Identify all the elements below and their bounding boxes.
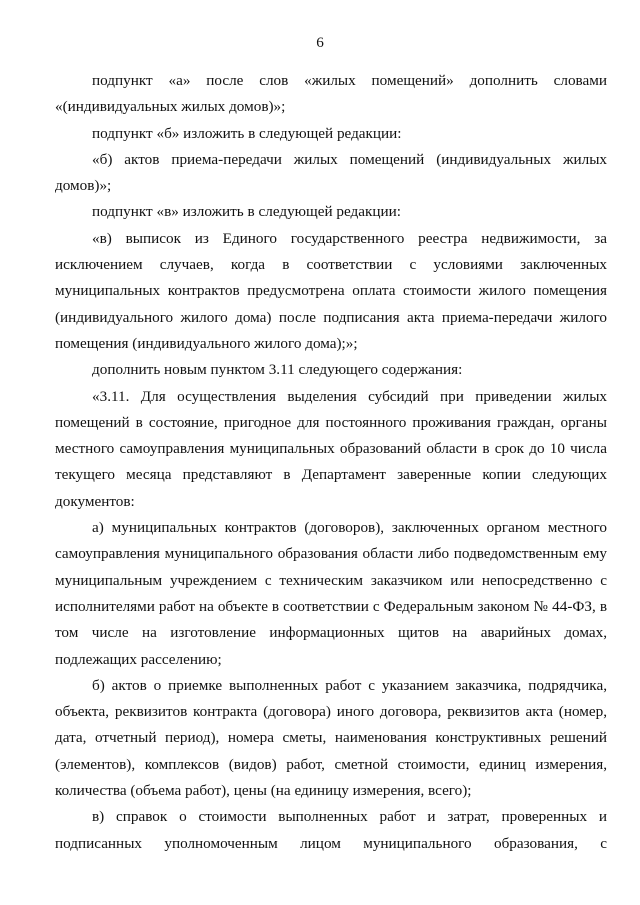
paragraph-subitem-b-intro: подпункт «б» изложить в следующей редакции: — [92, 124, 402, 142]
paragraph-item-b-acts: б) актов о приемке выполненных работ с указанием заказчика, подрядчика, объекта, реквизитов контракта (договора) иного договора, реквизитов акта (номер, дата, отчетный период), номера сметы, наименования конструктивных решений (элементов), комплексов (видов) работ, сметной стоимости, единиц измерения, количества (объема работ), цены (на единицу измерения, всего); — [55, 676, 607, 800]
paragraph-new-item-intro: дополнить новым пунктом 3.11 следующего содержания: — [92, 361, 463, 379]
paragraph-item-3-11: «3.11. Для осуществления выделения субсидий при приведении жилых помещений в состояние, пригодное для постоянного проживания граждан, органы местного самоуправления муниципальных образований области в срок до 10 числа текущего месяца представляют в Департамент заверенные копии следующих документов: — [55, 387, 607, 510]
paragraph-subitem-b-text: «б) актов приема-передачи жилых помещений (индивидуальных жилых домов)»; — [55, 150, 607, 195]
paragraph-item-v-certificates: в) справок о стоимости выполненных работ и затрат, проверенных и подписанных уполномоченным лицом муниципального образования, с — [55, 808, 607, 852]
paragraph-amend-subitem-a: подпункт «а» после слов «жилых помещений» дополнить словами «(индивидуальных жилых домов)»; — [55, 72, 607, 116]
document-body — [55, 68, 607, 857]
page-number: 6 — [316, 34, 324, 51]
paragraph-subitem-v-intro: подпункт «в» изложить в следующей редакции: — [92, 203, 401, 221]
paragraph-item-a-contracts: а) муниципальных контрактов (договоров), заключенных органом местного самоуправления муниципального образования области либо подведомственным ему муниципальным учреждением с техническим заказчиком или непосредственно с исполнителями работ на объекте в соответствии с Федеральным законом № 44-ФЗ, в том числе на изготовление информационных щитов на аварийных домах, подлежащих расселению; — [55, 519, 607, 668]
paragraph-subitem-v-text: «в) выписок из Единого государственного реестра недвижимости, за исключением случаев, когда в соответствии с условиями заключенных муниципальных контрактов предусмотрена оплата стоимости жилого помещения (индивидуального жилого дома) после подписания акта приема-передачи жилого помещения (индивидуального жилого дома);»; — [55, 229, 607, 352]
